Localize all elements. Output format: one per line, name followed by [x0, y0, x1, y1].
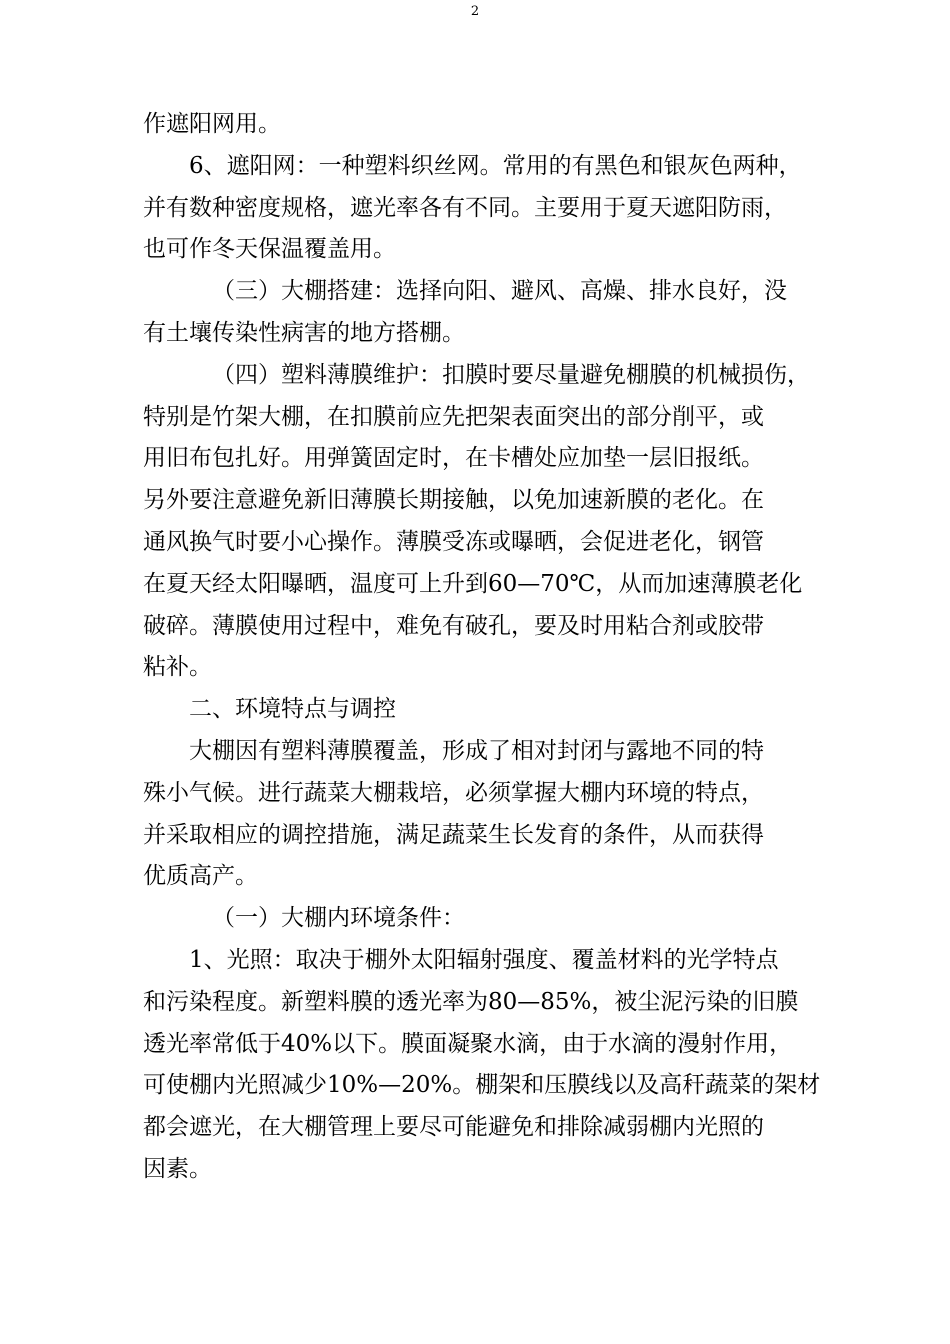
- text-line: 都会遮光，在大棚管理上要尽可能避免和排除减弱棚内光照的: [143, 1114, 764, 1141]
- text-line: 通风换气时要小心操作。薄膜受冻或曝晒，会促进老化，钢管: [143, 528, 764, 555]
- text-line: 因素。: [143, 1155, 212, 1182]
- text-line: （三）大棚搭建：选择向阳、避风、高燥、排水良好，没: [212, 278, 787, 305]
- text-line: 用旧布包扎好。用弹簧固定时，在卡槽处应加垫一层旧报纸。: [143, 445, 764, 472]
- text-line: 6、遮阳网：一种塑料织丝网。常用的有黑色和银灰色两种，: [189, 152, 802, 179]
- text-line: 优质高产。: [143, 863, 258, 890]
- page-number: 2: [470, 4, 480, 19]
- text-line: 也可作冬天保温覆盖用。: [143, 236, 396, 263]
- text-line: 大棚因有塑料薄膜覆盖，形成了相对封闭与露地不同的特: [189, 737, 764, 764]
- text-line: 并有数种密度规格，遮光率各有不同。主要用于夏天遮阳防雨，: [143, 194, 787, 221]
- text-line: （一）大棚内环境条件：: [212, 905, 465, 932]
- text-line: 有土壤传染性病害的地方搭棚。: [143, 319, 465, 346]
- text-line: 并采取相应的调控措施，满足蔬菜生长发育的条件，从而获得: [143, 821, 764, 848]
- text-line: 另外要注意避免新旧薄膜长期接触，以免加速新膜的老化。在: [143, 487, 764, 514]
- text-line: 可使棚内光照减少10%—20%。棚架和压膜线以及高秆蔬菜的架材: [143, 1072, 821, 1099]
- text-line: 破碎。薄膜使用过程中，难免有破孔，要及时用粘合剂或胶带: [143, 612, 764, 639]
- text-line: 透光率常低于40%以下。膜面凝聚水滴，由于水滴的漫射作用，: [143, 1030, 793, 1057]
- text-line: 殊小气候。进行蔬菜大棚栽培，必须掌握大棚内环境的特点，: [143, 779, 764, 806]
- text-line: 二、环境特点与调控: [189, 696, 396, 723]
- text-line: （四）塑料薄膜维护：扣膜时要尽量避免棚膜的机械损伤，: [212, 361, 810, 388]
- text-line: 特别是竹架大棚，在扣膜前应先把架表面突出的部分削平，或: [143, 403, 764, 430]
- text-line: 在夏天经太阳曝晒，温度可上升到60—70℃，从而加速薄膜老化: [143, 570, 803, 597]
- body-text: [143, 104, 823, 1191]
- text-line: 1、光照：取决于棚外太阳辐射强度、覆盖材料的光学特点: [189, 946, 779, 973]
- text-line: 作遮阳网用。: [143, 111, 281, 137]
- text-line: 和污染程度。新塑料膜的透光率为80—85%，被尘泥污染的旧膜: [143, 988, 799, 1015]
- text-line: 粘补。: [143, 654, 212, 681]
